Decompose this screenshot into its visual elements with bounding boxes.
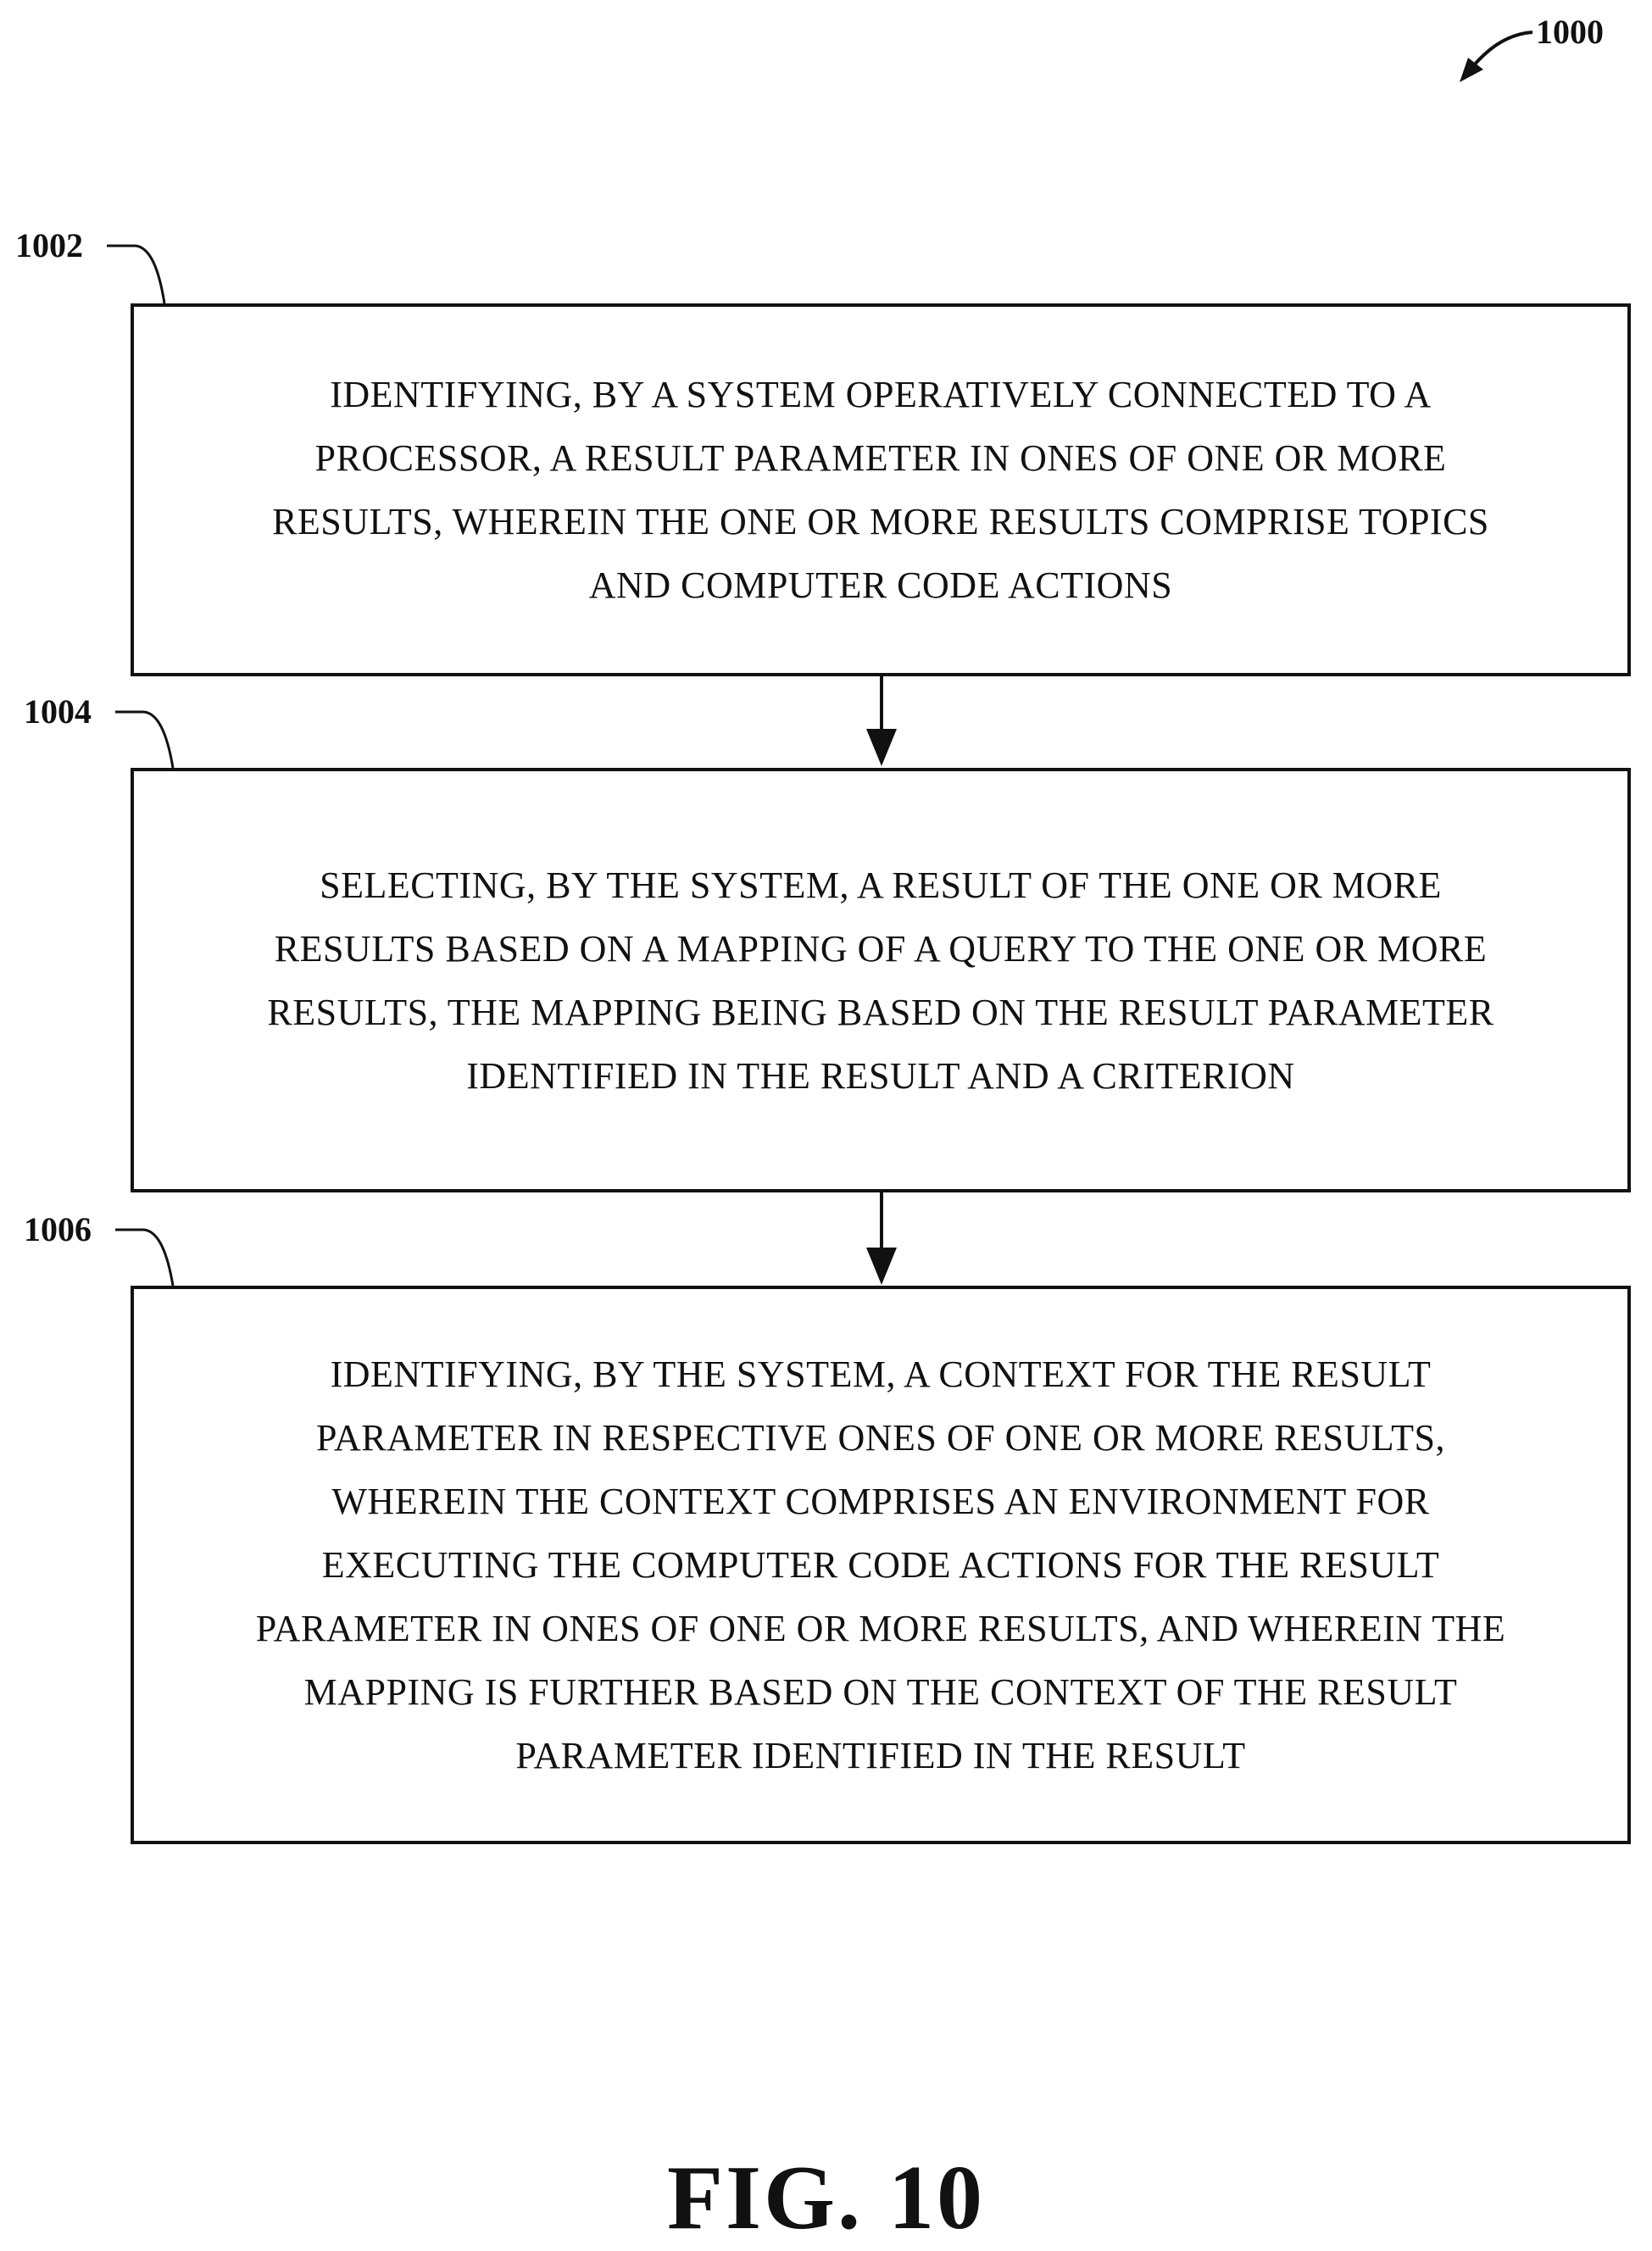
flow-arrowhead-1002-to-1004 <box>866 729 897 766</box>
step-ref-label-1002: 1002 <box>15 229 83 263</box>
leader-line-1004 <box>115 712 173 768</box>
figure-number-label: 1000 <box>1536 15 1604 49</box>
flow-arrowhead-1004-to-1006 <box>866 1248 897 1285</box>
step-text-1002: IDENTIFYING, BY A SYSTEM OPERATIVELY CONNECTED TO A PROCESSOR, A RESULT PARAMETER IN ONES OF ONE OR MORE RESULTS, WHEREIN THE ONE OR MORE RESULTS COMPRISE TOPICS AND COMPUTER CODE ACTIONS <box>247 363 1515 617</box>
step-box-1006 <box>131 1286 1631 1844</box>
step-text-1004: SELECTING, BY THE SYSTEM, A RESULT OF THE ONE OR MORE RESULTS BASED ON A MAPPING OF A QUERY TO THE ONE OR MORE RESULTS, THE MAPPING BEING BASED ON THE RESULT PARAMETER IDENTIFIED IN THE RESULT AND A CRITERION <box>242 853 1519 1108</box>
figure-ref-arrow <box>1473 32 1532 66</box>
step-ref-label-1006: 1006 <box>24 1213 92 1247</box>
step-ref-label-1004: 1004 <box>24 695 92 729</box>
figure-caption: FIG. 10 <box>0 2153 1652 2244</box>
step-text-1006: IDENTIFYING, BY THE SYSTEM, A CONTEXT FOR THE RESULT PARAMETER IN RESPECTIVE ONES OF ONE OR MORE RESULTS, WHEREIN THE CONTEXT COMPRISES AN ENVIRONMENT FOR EXECUTING THE COMPUTER CODE ACTIONS FOR THE RESULT PARAMETER IN ONES OF ONE OR MORE RESULTS, AND WHEREIN THE MAPPING IS FURTHER BASED ON THE CONTEXT OF THE RESULT PARAMETER IDENTIFIED IN THE RESULT <box>231 1342 1532 1787</box>
leader-line-1006 <box>115 1230 173 1286</box>
leader-line-1002 <box>107 246 164 303</box>
step-box-1002 <box>131 303 1631 676</box>
step-box-1004 <box>131 768 1631 1192</box>
